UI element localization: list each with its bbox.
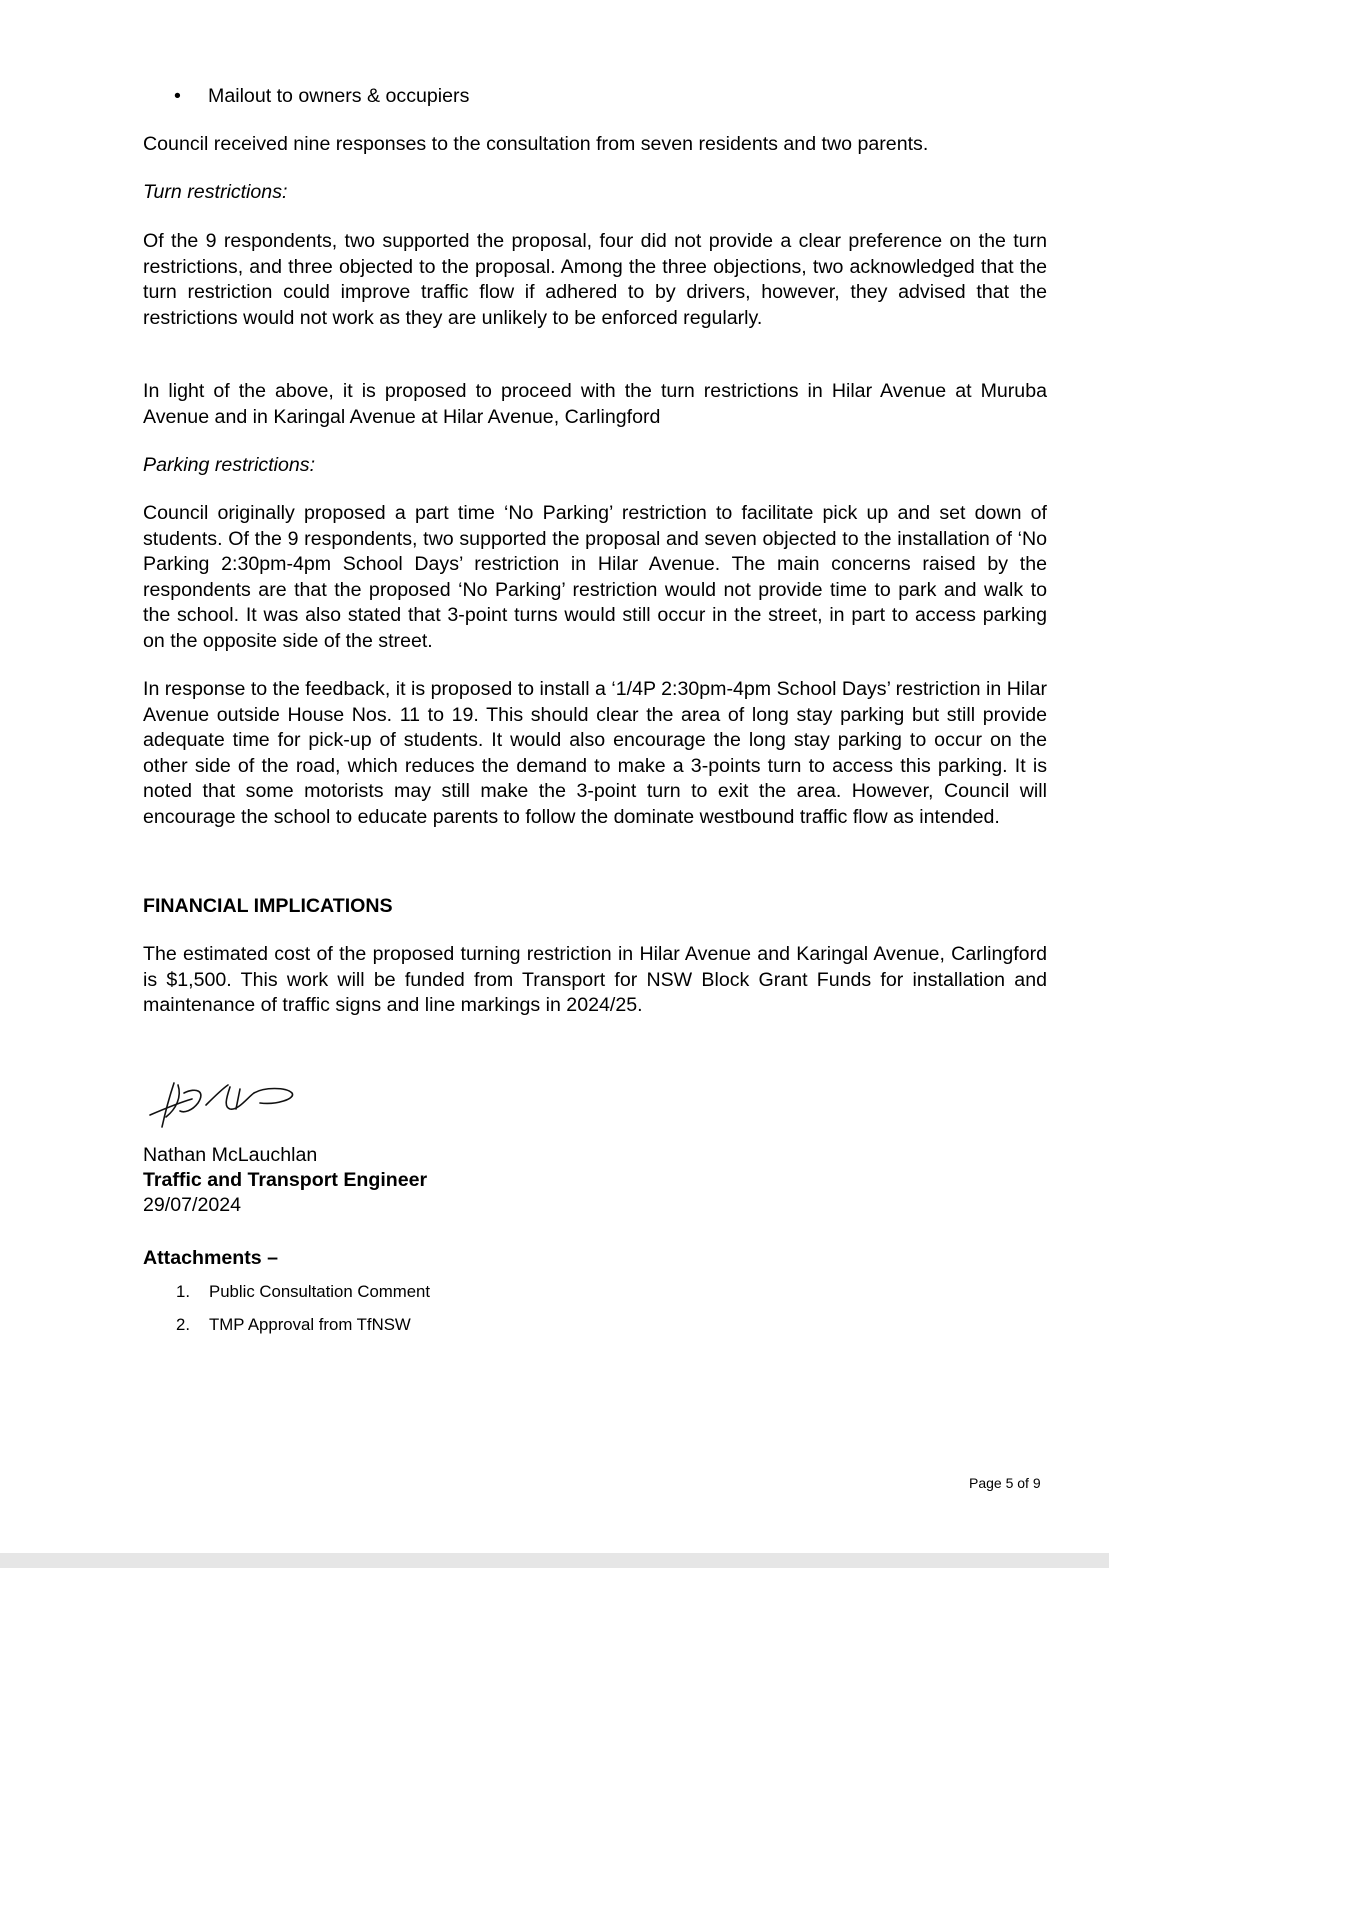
attachment-item — [176, 1314, 411, 1336]
responses-paragraph: Council received nine responses to the consultation from seven residents and two parents. — [143, 133, 929, 155]
turn-restrictions-paragraph: Of the 9 respondents, two supported the proposal, four did not provide a clear preference on the turn restrictions, and three objected to the proposal. Among the three objections, two acknowledged that the turn restriction could improve traffic flow if adhered to by drivers, however, they advised that the restrictions would not work as they are unlikely to be enforced regularly. — [143, 230, 1047, 329]
bullet-text: Mailout to owners & occupiers — [208, 85, 470, 107]
attachment-label: Public Consultation Comment — [209, 1282, 431, 1301]
attachment-number: 2. — [176, 1315, 190, 1334]
light-of-above-paragraph: In light of the above, it is proposed to proceed with the turn restrictions in Hilar Avenue at Muruba Avenue and in Karingal Avenue at Hilar Avenue, Carlingford — [143, 380, 1047, 428]
page-number: Page 5 of 9 — [969, 1475, 1041, 1491]
parking-restrictions-heading: Parking restrictions: — [143, 454, 316, 476]
financial-paragraph: The estimated cost of the proposed turning restriction in Hilar Avenue and Karingal Avenue, Carlingford is $1,500. This work will be funded from Transport for NSW Block Grant Funds for installation and maintenance of traffic signs and line markings in 2024/25. — [143, 943, 1047, 1016]
bullet-dot-icon: • — [174, 85, 181, 107]
signatory-name: Nathan McLauchlan — [143, 1144, 318, 1166]
attachments-heading: Attachments – — [143, 1247, 279, 1269]
turn-restrictions-heading: Turn restrictions: — [143, 181, 288, 203]
financial-implications-heading: FINANCIAL IMPLICATIONS — [143, 895, 393, 917]
parking-restrictions-paragraph: Council originally proposed a part time ‘No Parking’ restriction to facilitate pick up and set down of students. Of the 9 respondents, two supported the proposal and seven objected to the installation of ‘No Parking 2:30pm-4pm School Days’ restriction in Hilar Avenue. The main concerns raised by the respondents are that the proposed ‘No Parking’ restriction would not provide time to park and walk to the school. It was also stated that 3-point turns would still occur in the street, in part to access parking on the opposite side of the street. — [143, 502, 1047, 652]
signatory-title: Traffic and Transport Engineer — [143, 1169, 428, 1191]
attachment-label: TMP Approval from TfNSW — [209, 1315, 411, 1334]
signature-image — [144, 1075, 304, 1135]
feedback-response-paragraph: In response to the feedback, it is proposed to install a ‘1/4P 2:30pm-4pm School Days’ restriction in Hilar Avenue outside House Nos. 11 to 19. This should clear the area of long stay parking but still provide adequate time for pick-up of students. It would also encourage the long stay parking to occur on the other side of the road, which reduces the demand to make a 3-points turn to access this parking. It is noted that some motorists may still make the 3-point turn to exit the area. However, Council will encourage the school to educate parents to follow the dominate westbound traffic flow as intended. — [143, 678, 1047, 828]
attachment-item — [176, 1281, 430, 1303]
page-bottom-edge — [0, 1553, 1109, 1568]
bullet-item — [174, 84, 469, 110]
attachment-number: 1. — [176, 1282, 190, 1301]
signatory-date: 29/07/2024 — [143, 1194, 242, 1216]
